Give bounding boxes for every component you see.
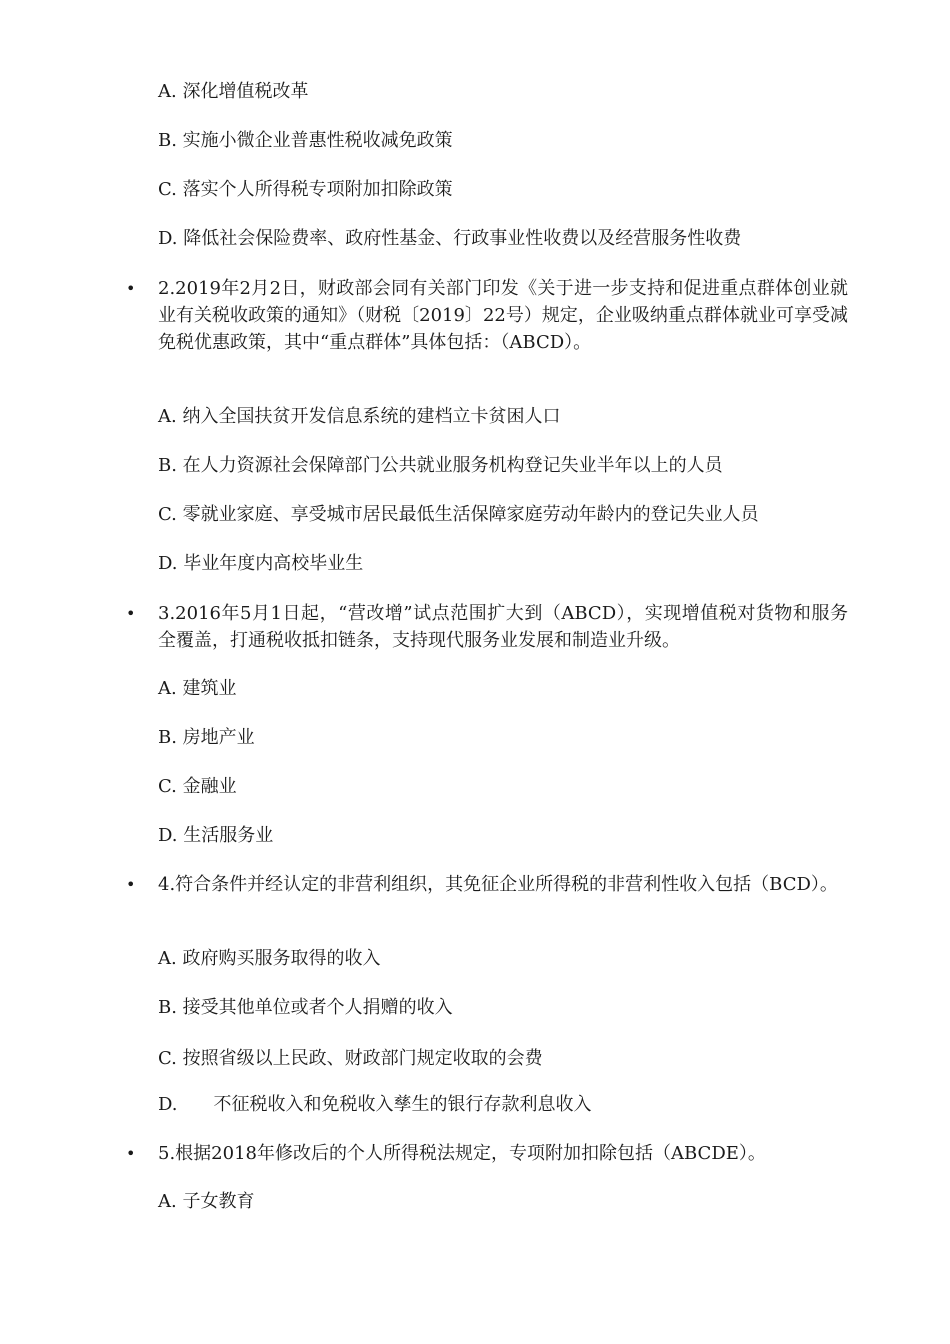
q2-option-a: A. 纳入全国扶贫开发信息系统的建档立卡贫困人口 xyxy=(158,406,561,427)
q1-option-d: D. 降低社会保险费率、政府性基金、行政事业性收费以及经营服务性收费 xyxy=(158,228,742,249)
q5-question-text: 5.根据2018年修改后的个人所得税法规定，专项附加扣除包括（ABCDE）。 xyxy=(158,1143,766,1164)
q3-option-a: A. 建筑业 xyxy=(158,678,237,699)
q4-bullet: • xyxy=(126,875,136,894)
q2-question-text: 2.2019年2月2日，财政部会同有关部门印发《关于进一步支持和促进重点群体创业就业有关税收政策的通知》（财税〔2019〕22号）规定，企业吸纳重点群体就业可享受减免税优惠政策，其中“重点群体”具体包括：（ABCD）。 xyxy=(158,278,848,353)
q3-question-text: 3.2016年5月1日起，“营改增”试点范围扩大到（ABCD），实现增值税对货物和服务全覆盖，打通税收抵扣链条，支持现代服务业发展和制造业升级。 xyxy=(158,603,848,651)
q3-option-d: D. 生活服务业 xyxy=(158,825,274,846)
q3-option-b: B. 房地产业 xyxy=(158,727,255,748)
q4-option-d-label: D. xyxy=(158,1094,178,1115)
q2-bullet: • xyxy=(126,279,136,298)
q1-option-b: B. 实施小微企业普惠性税收减免政策 xyxy=(158,130,453,151)
q4-question-text: 4.符合条件并经认定的非营利组织，其免征企业所得税的非营利性收入包括（BCD）。 xyxy=(158,874,838,895)
q4-option-a: A. 政府购买服务取得的收入 xyxy=(158,948,381,969)
q5-bullet: • xyxy=(126,1144,136,1163)
q4-option-d-text: 不征税收入和免税收入孳生的银行存款利息收入 xyxy=(213,1094,592,1115)
q4-option-b: B. 接受其他单位或者个人捐赠的收入 xyxy=(158,997,453,1018)
q1-option-c: C. 落实个人所得税专项附加扣除政策 xyxy=(158,179,453,200)
q2-option-b: B. 在人力资源社会保障部门公共就业服务机构登记失业半年以上的人员 xyxy=(158,455,723,476)
q5-option-a: A. 子女教育 xyxy=(158,1191,255,1212)
q3-option-c: C. 金融业 xyxy=(158,776,237,797)
q2-option-c: C. 零就业家庭、享受城市居民最低生活保障家庭劳动年龄内的登记失业人员 xyxy=(158,504,759,525)
q1-option-a: A. 深化增值税改革 xyxy=(158,81,309,102)
q4-option-d xyxy=(158,1092,592,1118)
q2-option-d: D. 毕业年度内高校毕业生 xyxy=(158,553,364,574)
q4-option-c: C. 按照省级以上民政、财政部门规定收取的会费 xyxy=(158,1048,543,1069)
q3-bullet: • xyxy=(126,604,136,623)
